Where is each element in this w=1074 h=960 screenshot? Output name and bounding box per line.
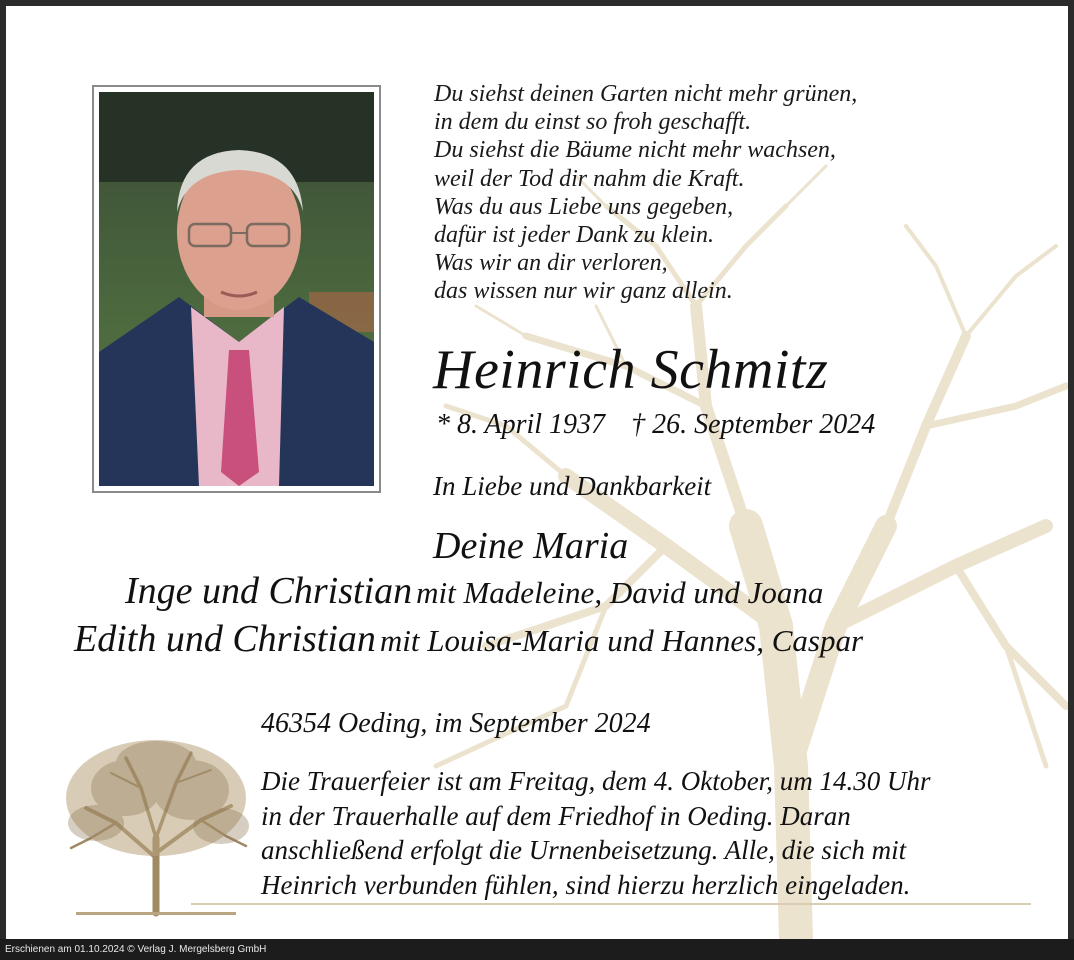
poem-line: Du siehst die Bäume nicht mehr wachsen, <box>434 137 836 164</box>
service-info <box>261 764 930 902</box>
service-line: in der Trauerhalle auf dem Friedhof in Oeding. Daran <box>261 800 851 831</box>
poem-line: dafür ist jeder Dank zu klein. <box>434 222 714 249</box>
divider-line <box>191 903 1031 905</box>
obituary-notice <box>6 6 1068 939</box>
service-line: Die Trauerfeier ist am Freitag, dem 4. Oktober, um 14.30 Uhr <box>261 766 931 796</box>
family-grandchildren: mit Louisa-Maria und Hannes, Caspar <box>379 623 864 658</box>
family-line-children-1 <box>125 569 823 613</box>
poem-line: Was du aus Liebe uns gegeben, <box>434 193 734 220</box>
poem-line: das wissen nur wir ganz allein. <box>434 278 733 305</box>
portrait-photo <box>99 92 374 486</box>
poem-line: weil der Tod dir nahm die Kraft. <box>434 165 745 192</box>
service-line: Heinrich verbunden fühlen, sind hierzu herzlich eingeladen. <box>261 869 911 900</box>
portrait-frame <box>92 85 381 493</box>
birth-date: * 8. April 1937 <box>436 409 606 440</box>
poem-line: in dem du einst so froh geschafft. <box>434 109 752 136</box>
family-line-children-2 <box>74 617 863 661</box>
thanks-line: In Liebe und Dankbarkeit <box>433 471 712 501</box>
family-main-names: Edith und Christian <box>74 618 376 660</box>
life-dates <box>436 409 875 441</box>
death-date: † 26. September 2024 <box>631 409 876 440</box>
poem-line: Was wir an dir verloren, <box>434 250 668 277</box>
service-line: anschließend erfolgt die Urnenbeisetzung. Alle, die sich mit <box>261 835 907 865</box>
place-date: 46354 Oeding, im September 2024 <box>261 708 651 739</box>
family-line-spouse: Deine Maria <box>433 525 629 567</box>
family-main-names: Inge und Christian <box>125 570 413 612</box>
deceased-name: Heinrich Schmitz <box>433 339 829 401</box>
poem <box>434 80 1034 306</box>
poem-line: Du siehst deinen Garten nicht mehr grünen, <box>434 81 858 107</box>
tree-icon <box>56 728 256 918</box>
family-grandchildren: mit Madeleine, David und Joana <box>416 575 824 610</box>
publication-footer: Erschienen am 01.10.2024 © Verlag J. Mergelsberg GmbH <box>0 939 1074 960</box>
